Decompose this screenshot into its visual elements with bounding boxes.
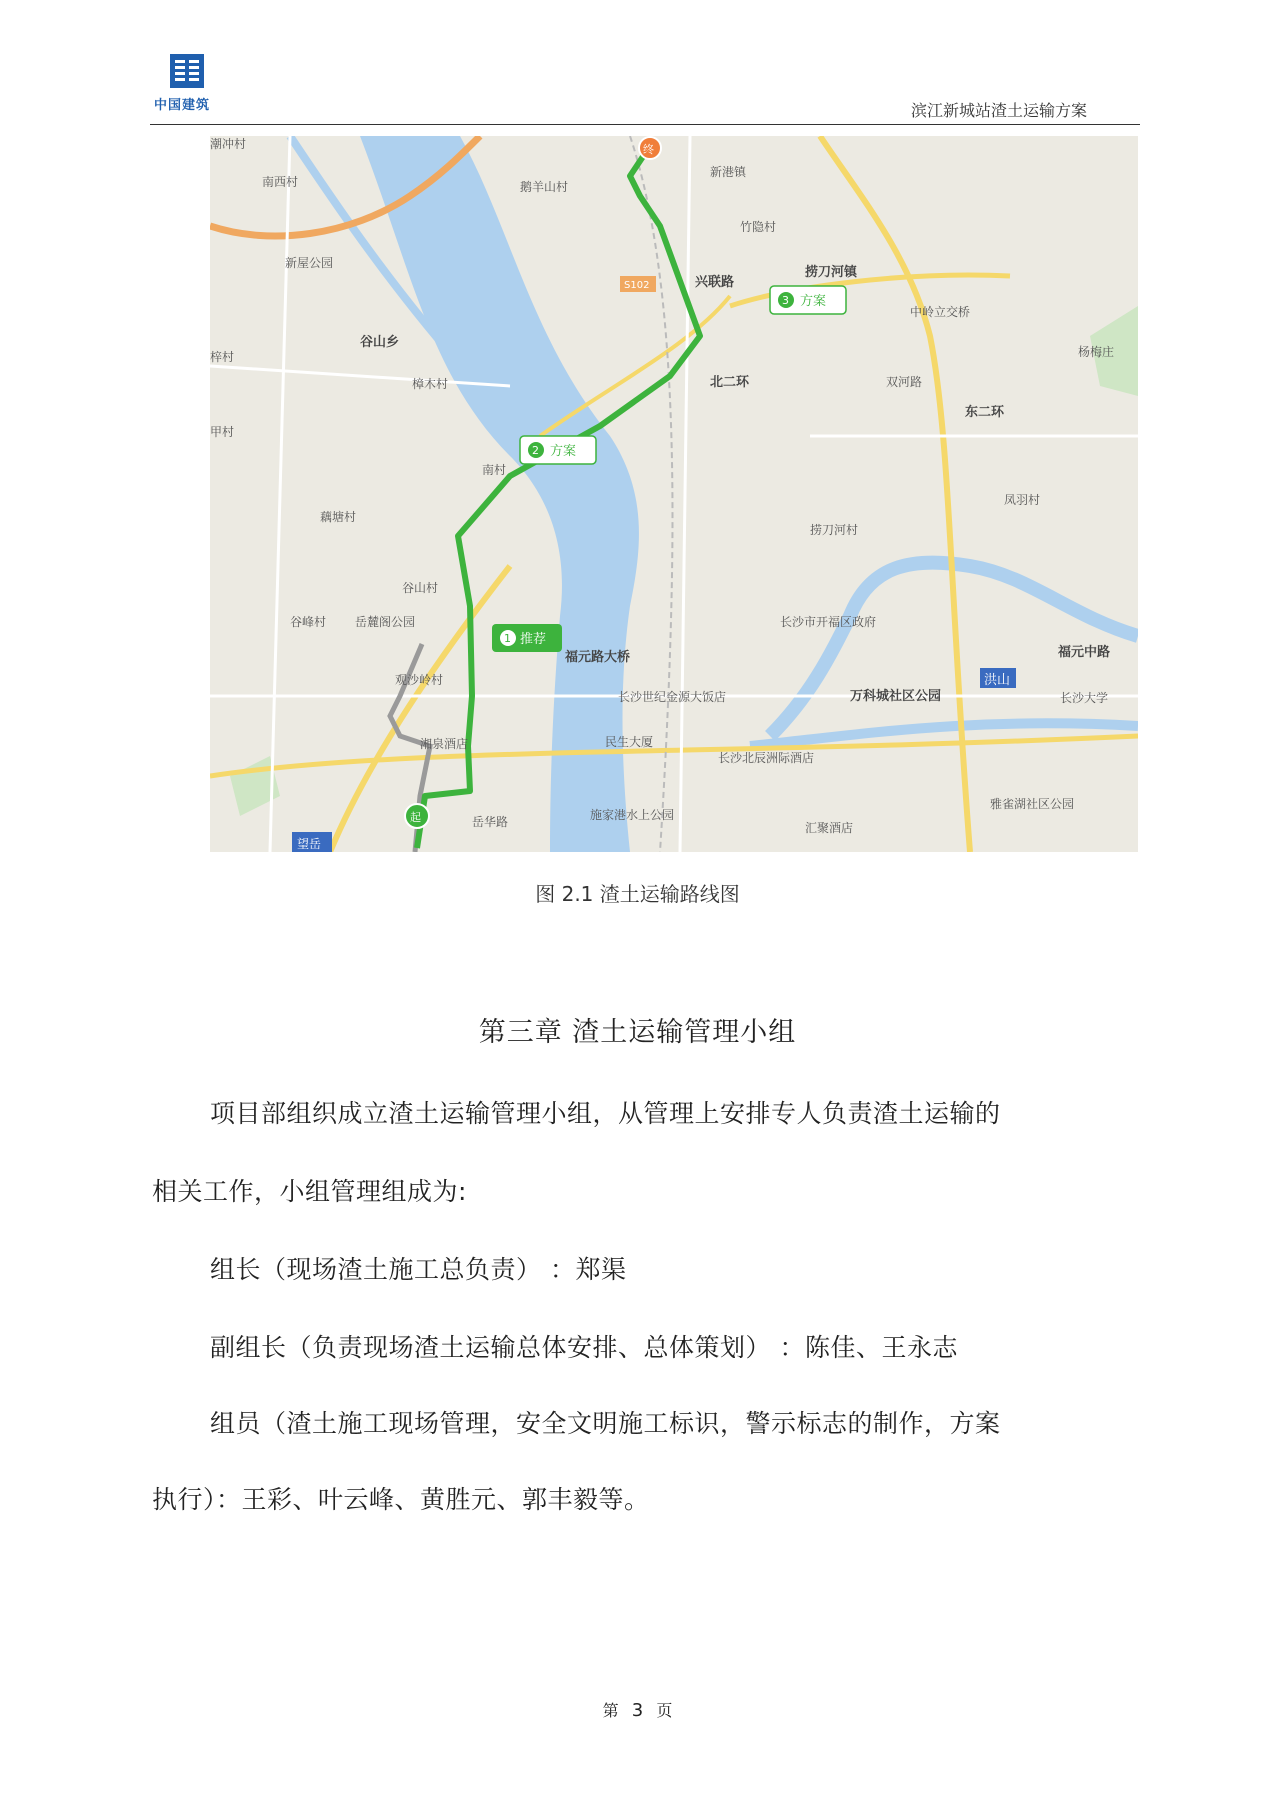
chapter-title: 第三章 渣土运输管理小组: [478, 1017, 797, 1048]
route-map-canvas: [210, 136, 1138, 852]
paragraph-line: 副组长（负责现场渣土运输总体安排、总体策划） ：陈佳、王永志: [210, 1333, 958, 1362]
route-label-text: 方案: [800, 294, 827, 309]
map-label: 南村: [482, 463, 507, 477]
map-label: 凤羽村: [1004, 493, 1041, 507]
paragraph-line: 项目部组织成立渣土运输管理小组，从管理上安排专人负责渣土运输的: [210, 1099, 1001, 1128]
xiang-river: [360, 136, 639, 852]
route-label-option-2[interactable]: [520, 436, 596, 464]
route-label-recommended[interactable]: [492, 624, 562, 652]
map-label: 岳华路: [472, 815, 509, 829]
map-label: 北二环: [710, 375, 750, 390]
main-road: [210, 736, 1138, 776]
end-marker-label: 终: [643, 143, 654, 156]
map-label: 潮冲村: [210, 137, 247, 151]
map-label: 观沙岭村: [395, 673, 444, 687]
route-label-text: 方案: [550, 444, 577, 459]
map-label: 长沙市开福区政府: [780, 615, 877, 629]
map-label: 新屋公园: [285, 256, 334, 270]
map-label: 长沙世纪金源大饭店: [618, 690, 727, 704]
map-label: 藕塘村: [320, 510, 357, 524]
map-label: 万科城社区公园: [850, 689, 942, 704]
logo-mark-icon: [170, 54, 204, 88]
header-divider: [150, 124, 1140, 125]
figure-caption: 图 2.1 渣土运输路线图: [535, 882, 740, 906]
route-number: 3: [782, 294, 789, 307]
map-label: 捞刀河村: [810, 523, 859, 537]
start-marker-label: 起: [410, 811, 421, 824]
map-label: 汇聚酒店: [805, 821, 854, 835]
page-footer: [0, 1698, 1275, 1721]
main-road: [540, 296, 730, 436]
map-label: 谷山乡: [360, 335, 400, 350]
map-label: 新港镇: [710, 165, 747, 179]
map-label: 望岳: [297, 837, 322, 851]
map-label: 杨梅庄: [1078, 345, 1115, 359]
route-label-text: 推荐: [520, 632, 547, 647]
map-label: 双河路: [886, 375, 923, 389]
map-label: 福元路大桥: [565, 650, 631, 665]
map-label: 南西村: [262, 175, 299, 189]
map-label: 鹅羊山村: [520, 180, 569, 194]
map-label: 岳麓阁公园: [355, 615, 416, 629]
page-prefix: 第: [602, 1701, 619, 1720]
map-label: 东二环: [965, 405, 1005, 420]
map-label: 甲村: [210, 425, 235, 439]
paragraph-line: 相关工作，小组管理组成为:: [152, 1177, 467, 1206]
map-label: 民生大厦: [605, 735, 654, 749]
map-label: 竹隐村: [740, 220, 777, 234]
map-label: 捞刀河镇: [805, 265, 858, 280]
document-header-title: 滨江新城站渣土运输方案: [910, 101, 1087, 120]
minor-road: [210, 136, 1138, 852]
map-label: 福元中路: [1058, 645, 1111, 660]
map-label: 湘泉酒店: [420, 737, 469, 751]
map-label: 谷山村: [402, 581, 439, 595]
map-label: 兴联路: [695, 275, 735, 290]
page-number: 3: [631, 1700, 644, 1721]
map-label: 施家港水上公园: [590, 808, 675, 822]
map-label: 中岭立交桥: [910, 305, 971, 319]
route-label-option-3[interactable]: [770, 286, 846, 314]
company-logo: [154, 54, 224, 113]
map-label: 谷峰村: [290, 615, 327, 629]
map-label: 雅雀湖社区公园: [990, 797, 1075, 811]
route-number: 2: [532, 444, 539, 457]
route-number: 1: [504, 632, 511, 645]
map-label: 洪山: [984, 673, 1011, 688]
page-suffix: 页: [656, 1701, 673, 1720]
route-map: [210, 136, 1138, 852]
map-label: 长沙北辰洲际酒店: [718, 751, 815, 765]
road-shield-label: S102: [624, 280, 650, 291]
map-label: 樟木村: [412, 377, 449, 391]
paragraph-line: 组长（现场渣土施工总负责） ：郑渠: [210, 1255, 627, 1284]
map-label: 梓村: [210, 350, 235, 364]
paragraph-line: 执行）：王彩、叶云峰、黄胜元、郭丰毅等。: [152, 1485, 650, 1514]
map-label: 长沙大学: [1060, 691, 1109, 705]
logo-text: 中国建筑: [154, 98, 211, 113]
paragraph-line: 组员（渣土施工现场管理，安全文明施工标识，警示标志的制作，方案: [210, 1409, 1001, 1438]
